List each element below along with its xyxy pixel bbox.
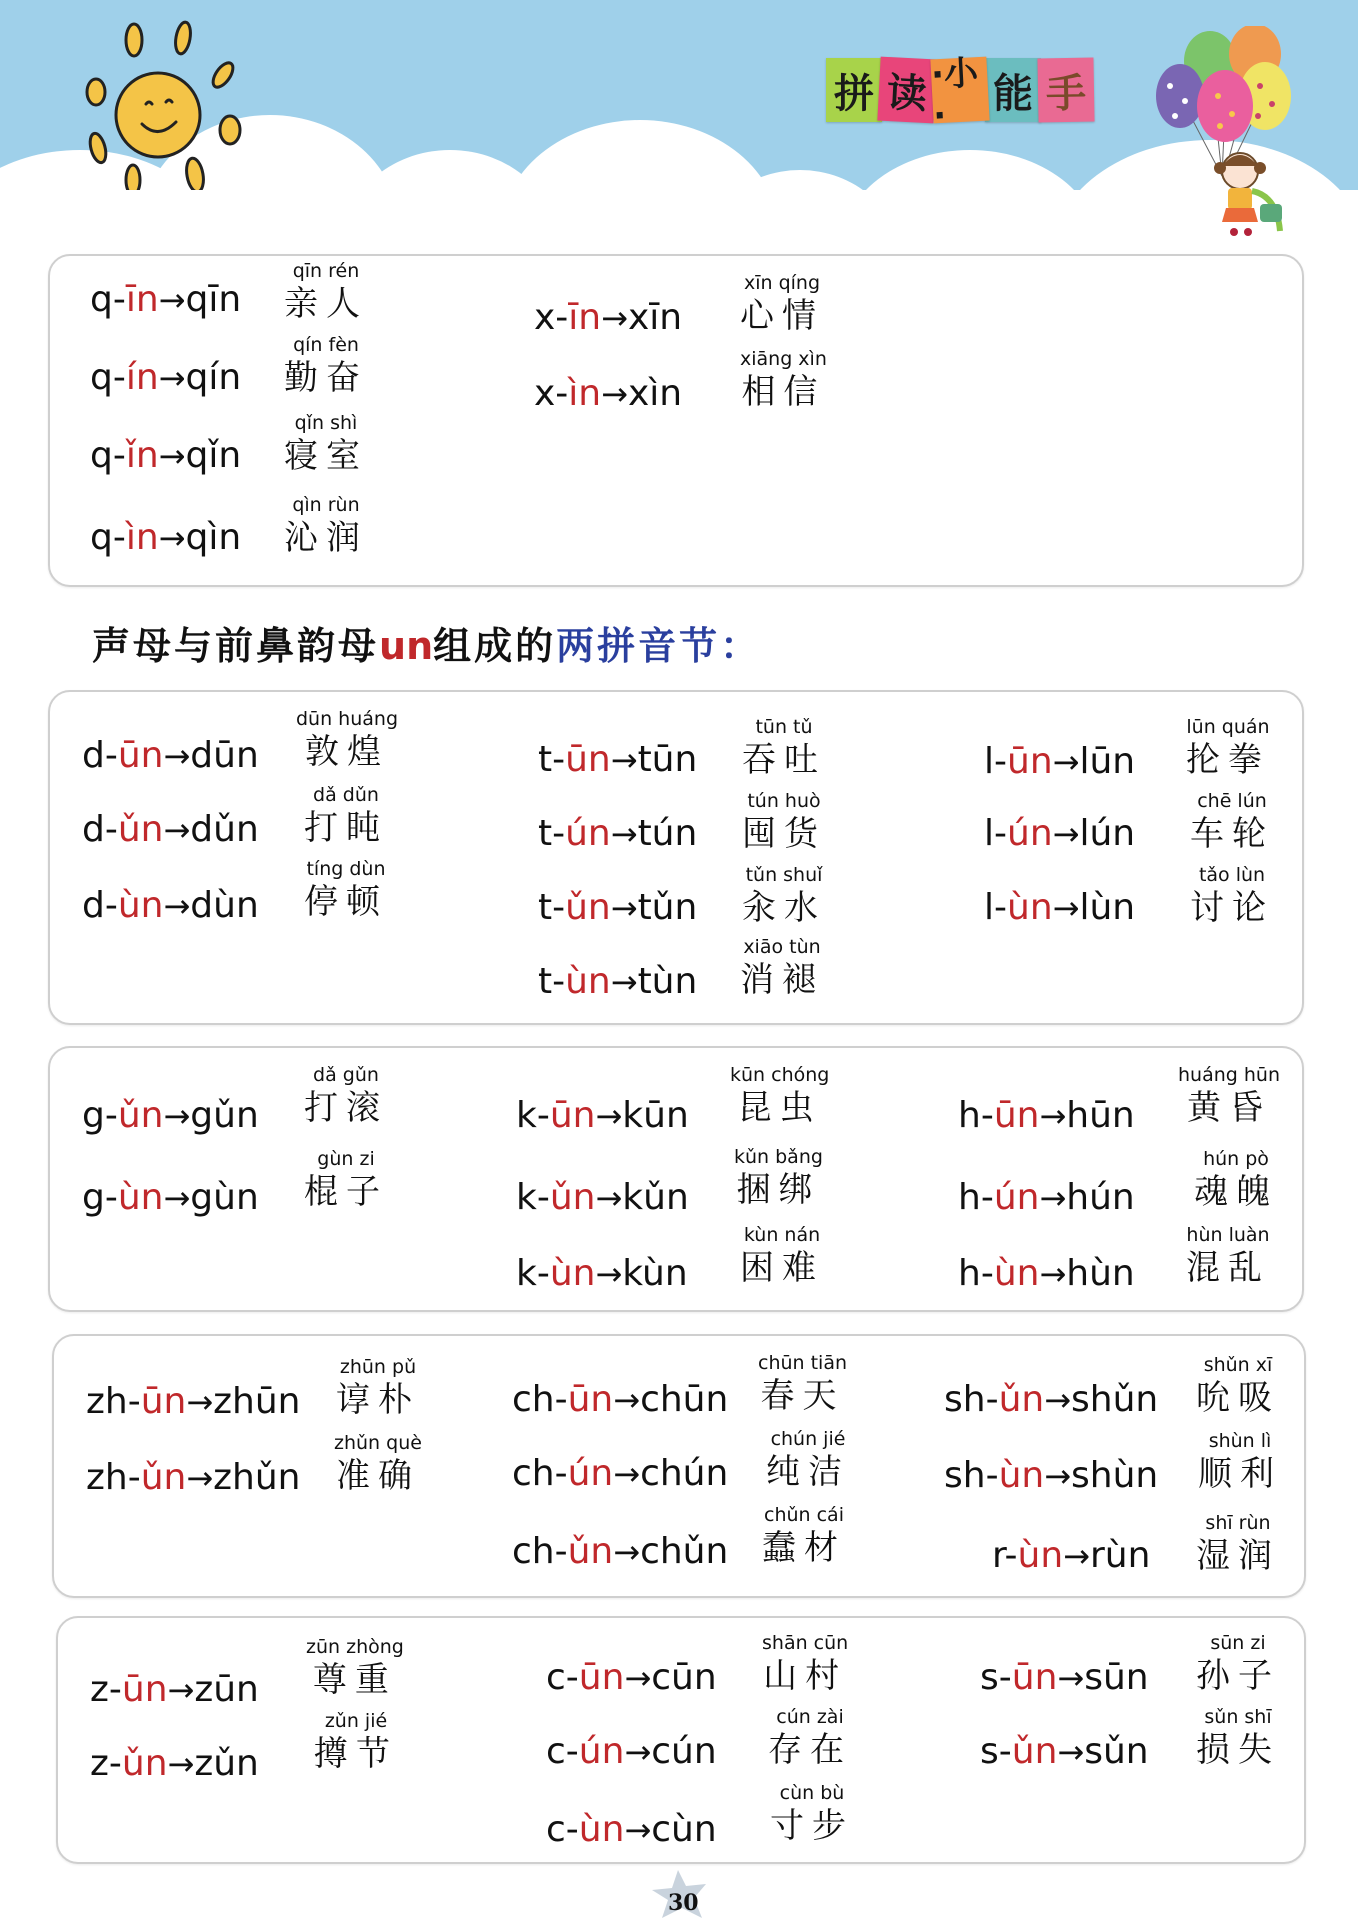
banner-title — [826, 52, 1091, 136]
example-word: gùn zi 棍子 — [304, 1148, 388, 1212]
example-word: sūn zi 孙子 — [1196, 1632, 1280, 1696]
example-word: shǔn xī 吮吸 — [1196, 1354, 1280, 1418]
syllable-combo: k-ǔn→kǔn — [516, 1177, 689, 1218]
header-illustration — [0, 0, 1358, 250]
syllable-combo: c-ún→cún — [546, 1731, 717, 1772]
syllable-combo: ch-ǔn→chǔn — [512, 1531, 729, 1572]
example-word: qǐn shì 寝室 — [284, 412, 368, 476]
example-word: xiāng xìn 相信 — [740, 348, 827, 412]
example-word: sǔn shī 损失 — [1196, 1706, 1280, 1770]
example-word: tún huò 囤货 — [742, 790, 826, 854]
syllable-combo: t-ūn→tūn — [538, 739, 698, 780]
syllable-combo: h-ūn→hūn — [958, 1095, 1135, 1136]
sun-icon — [78, 20, 248, 190]
example-word: tūn tǔ 吞吐 — [742, 716, 826, 780]
section-title: 声母与前鼻韵母un组成的两拼音节： — [92, 624, 762, 668]
example-word: dūn huáng 敦煌 — [296, 708, 399, 772]
syllable-combo: k-ùn→kùn — [516, 1253, 688, 1294]
syllable-combo: t-ún→tún — [538, 813, 698, 854]
syllable-combo: s-ǔn→sǔn — [980, 1731, 1149, 1772]
example-word: qín fèn 勤奋 — [284, 334, 368, 398]
syllable-combo: sh-ùn→shùn — [944, 1455, 1159, 1496]
syllable-combo: z-ǔn→zǔn — [90, 1743, 259, 1784]
syllable-combo: d-ùn→dùn — [82, 885, 259, 926]
syllable-combo: g-ùn→gùn — [82, 1177, 259, 1218]
example-word: kūn chóng 昆虫 — [730, 1064, 830, 1128]
syllable-combo: l-ún→lún — [984, 813, 1136, 854]
syllable-combo: c-ùn→cùn — [546, 1809, 717, 1850]
syllable-combo: c-ūn→cūn — [546, 1657, 717, 1698]
example-word: zhūn pǔ 谆朴 — [336, 1356, 420, 1420]
example-word: qīn rén 亲人 — [284, 260, 368, 324]
syllable-combo: h-ún→hún — [958, 1177, 1135, 1218]
example-word: shī rùn 湿润 — [1196, 1512, 1280, 1576]
syllable-combo: l-ūn→lūn — [984, 741, 1136, 782]
banner-tile: 拼 — [826, 58, 882, 122]
example-word: chūn tiān 春天 — [758, 1352, 848, 1416]
example-word: hún pò 魂魄 — [1194, 1148, 1278, 1212]
example-word: tíng dùn 停顿 — [304, 858, 388, 922]
banner-tile: 能 — [985, 58, 1041, 122]
syllable-combo: d-ūn→dūn — [82, 735, 259, 776]
example-word: xiāo tùn 消褪 — [740, 936, 824, 1000]
in-syllable-box — [48, 254, 1304, 587]
page-number — [648, 1868, 714, 1920]
syllable-combo: d-ǔn→dǔn — [82, 809, 259, 850]
example-word: zūn zhòng 尊重 — [306, 1636, 404, 1700]
syllable-combo: zh-ūn→zhūn — [86, 1381, 301, 1422]
banner-tile: ·小· — [930, 57, 989, 124]
syllable-combo: ch-ún→chún — [512, 1453, 729, 1494]
syllable-combo: g-ǔn→gǔn — [82, 1095, 259, 1136]
example-word: tǔn shuǐ 汆水 — [742, 864, 826, 928]
un-syllable-box-zh-ch-sh-r — [52, 1334, 1306, 1598]
example-word: cún zài 存在 — [768, 1706, 852, 1770]
syllable-combo: r-ùn→rùn — [992, 1535, 1151, 1576]
example-word: shān cūn 山村 — [762, 1632, 849, 1696]
example-word: qìn rùn 沁润 — [284, 494, 368, 558]
example-word: hùn luàn 混乱 — [1186, 1224, 1270, 1288]
un-syllable-box-zcs — [56, 1616, 1306, 1864]
syllable-combo: q-īn→qīn — [90, 279, 242, 320]
syllable-combo: sh-ǔn→shǔn — [944, 1379, 1159, 1420]
syllable-combo: l-ùn→lùn — [984, 887, 1136, 928]
example-word: chǔn cái 蠢材 — [762, 1504, 846, 1568]
example-word: xīn qíng 心情 — [740, 272, 824, 336]
banner-tile: 手 — [1037, 58, 1094, 123]
example-word: cùn bù 寸步 — [770, 1782, 854, 1846]
syllable-combo: h-ùn→hùn — [958, 1253, 1135, 1294]
example-word: tǎo lùn 讨论 — [1190, 864, 1274, 928]
example-word: dǎ dǔn 打盹 — [304, 784, 388, 848]
example-word: zhǔn què 准确 — [334, 1432, 422, 1496]
syllable-combo: ch-ūn→chūn — [512, 1379, 729, 1420]
syllable-combo: x-ìn→xìn — [534, 373, 683, 414]
example-word: kǔn bǎng 捆绑 — [734, 1146, 823, 1210]
syllable-combo: q-ín→qín — [90, 357, 242, 398]
un-syllable-box-gkh — [48, 1046, 1304, 1312]
example-word: chē lún 车轮 — [1190, 790, 1274, 854]
page-number-label: 30 — [668, 1890, 699, 1916]
example-word: lūn quán 抡拳 — [1186, 716, 1270, 780]
banner-tile: 读 — [877, 57, 936, 124]
example-word: zǔn jié 撙节 — [314, 1710, 398, 1774]
un-syllable-box-dtl — [48, 690, 1304, 1025]
syllable-combo: q-ìn→qìn — [90, 517, 242, 558]
syllable-combo: zh-ǔn→zhǔn — [86, 1457, 301, 1498]
example-word: kùn nán 困难 — [740, 1224, 824, 1288]
example-word: shùn lì 顺利 — [1198, 1430, 1282, 1494]
example-word: chún jié 纯洁 — [766, 1428, 850, 1492]
syllable-combo: s-ūn→sūn — [980, 1657, 1149, 1698]
syllable-combo: t-ùn→tùn — [538, 961, 698, 1002]
girl-with-balloons-icon — [1140, 26, 1350, 246]
syllable-combo: x-īn→xīn — [534, 297, 683, 338]
example-word: huáng hūn 黄昏 — [1178, 1064, 1280, 1128]
example-word: dǎ gǔn 打滚 — [304, 1064, 388, 1128]
syllable-combo: z-ūn→zūn — [90, 1669, 259, 1710]
syllable-combo: t-ǔn→tǔn — [538, 887, 698, 928]
syllable-combo: q-ǐn→qǐn — [90, 435, 242, 476]
syllable-combo: k-ūn→kūn — [516, 1095, 689, 1136]
